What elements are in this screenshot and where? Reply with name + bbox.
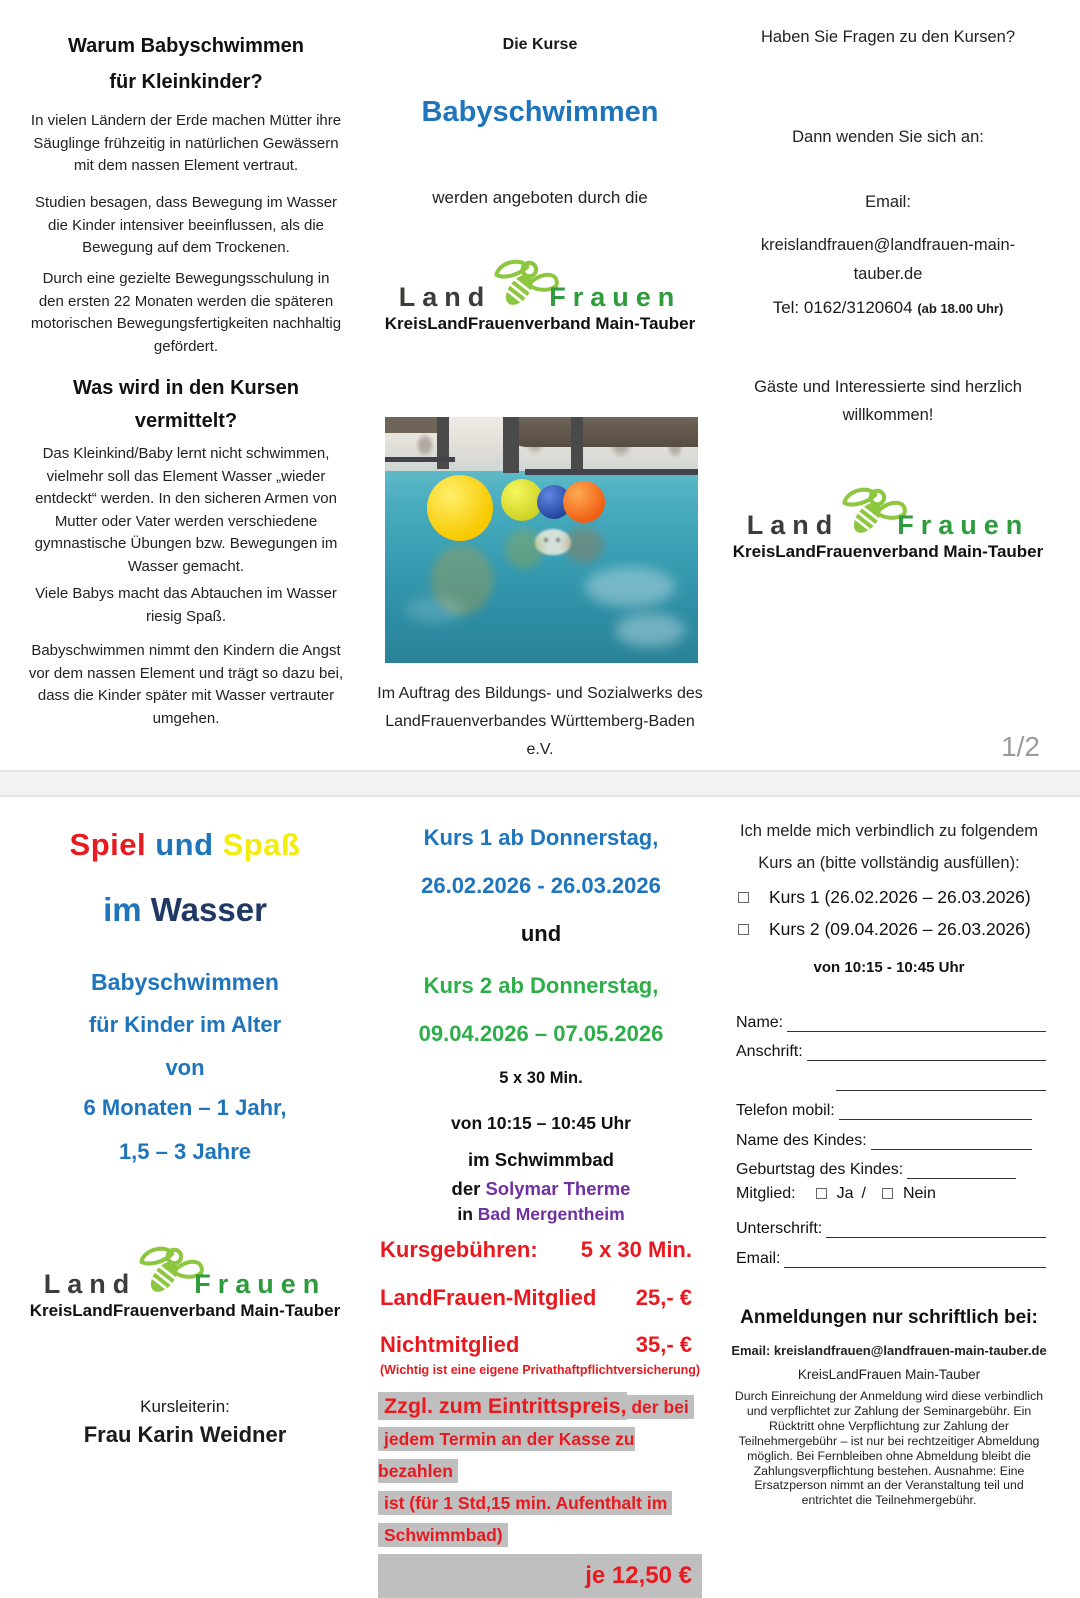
paragraph: In vielen Ländern der Erde machen Mütter ihre Säuglinge frühzeitig in natürlichen Gewässern mit dem nassen Element vertraut. (30, 112, 342, 174)
section-title-was-wird (28, 372, 344, 438)
course-leader (22, 1397, 348, 1448)
pool-prefix: der (451, 1178, 486, 1199)
lead-text: werden angeboten durch die (432, 188, 648, 207)
form-row-telefon (736, 1091, 1046, 1121)
guests-text (718, 373, 1058, 429)
field-label: Mitglied: (736, 1184, 796, 1202)
logo-subtitle: KreisLandFrauenverband Main-Tauber (732, 542, 1044, 561)
age-line: 6 Monaten – 1 Jahr, (83, 1095, 287, 1120)
field-label: Name des Kindes: (736, 1131, 867, 1149)
write-in-line (787, 1012, 1046, 1032)
write-in-line (907, 1159, 1016, 1179)
phone-line (718, 298, 1058, 318)
write-in-line (871, 1130, 1032, 1150)
entry-fee-block (378, 1391, 702, 1598)
und-text: und (520, 921, 562, 946)
logo-word-frauen: Frauen (549, 282, 682, 312)
paragraph: Babyschwimmen nimmt den Kindern die Angst vor dem nassen Element und trägt so dazu bei, dass die Kinder später mit Wasser vertrauter umgehen. (28, 642, 344, 727)
question-text: Haben Sie Fragen zu den Kursen? (760, 28, 1016, 46)
form-row-mitglied (736, 1179, 1046, 1209)
pool-line3 (376, 1204, 706, 1225)
entry-fee-text: jedem Termin an der Kasse zu bezahlen (378, 1429, 635, 1481)
title-line: für Kleinkinder? (109, 71, 263, 93)
photo-pillar (571, 417, 583, 471)
leader-name: Frau Karin Weidner (83, 1422, 287, 1447)
landfrauen-logo (22, 1237, 348, 1321)
email-address (718, 231, 1058, 289)
fee-label: LandFrauen-Mitglied (380, 1285, 597, 1310)
registration-intro-line2: Kurs an (bitte vollständig ausfüllen): (758, 854, 1020, 872)
form-row-name (736, 1002, 1046, 1032)
checkbox-nein (882, 1188, 893, 1199)
photo-pool-edge (385, 457, 455, 462)
logo-word-land: Land (43, 1269, 137, 1299)
label-nein: Nein (902, 1184, 936, 1202)
entry-fee-emphasis: Zzgl. zum Eintrittspreis, (378, 1392, 627, 1420)
write-in-line (784, 1248, 1046, 1268)
logo-subtitle: KreisLandFrauenverband Main-Tauber (384, 314, 696, 333)
logo-word-frauen: Frauen (194, 1269, 327, 1299)
ball-reflection (505, 529, 543, 569)
paragraph: Studien besagen, dass Bewegung im Wasser die Kinder intensiver beeinflussen, als die Bewegung auf dem Trockenen. (34, 194, 338, 256)
course-title: Babyschwimmen (421, 96, 659, 128)
field-label: Unterschrift: (736, 1220, 823, 1237)
checkbox-ja (816, 1188, 827, 1199)
paragraph: Durch eine gezielte Bewegungsschulung in den ersten 22 Monaten werden die späteren motorischen Bewegungsfertigkeiten nachhaltig gefördert. (30, 270, 342, 355)
photo-pillar (503, 417, 519, 473)
course-option-2 (714, 919, 1064, 940)
form-row-unterschrift (736, 1209, 1046, 1239)
form-row-kind-name (736, 1120, 1046, 1150)
leader-label: Kursleiterin: (140, 1397, 230, 1416)
fineprint-line: Rücktritt ohne Verpflichtung zur Zahlung der (769, 1418, 1009, 1433)
ball-yellow-large (427, 475, 493, 541)
form-row-email (736, 1238, 1046, 1268)
checkbox-kurs2 (738, 924, 749, 935)
entry-fee-text: der bei (627, 1395, 694, 1419)
fee-value: 25,- € (635, 1285, 692, 1310)
separator-slash: / (861, 1184, 866, 1202)
email-line: tauber.de (853, 265, 923, 283)
field-label: Geburtstag des Kindes: (736, 1161, 904, 1178)
fun-title-line1 (22, 827, 348, 863)
fee-value: 35,- € (635, 1332, 692, 1357)
fee-row-member (376, 1285, 706, 1311)
entry-fee-line (378, 1488, 702, 1520)
kurs1-title: Kurs 1 ab Donnerstag, (423, 825, 659, 850)
water-glint (615, 613, 685, 647)
title-line: vermittelt? (134, 410, 238, 432)
age-line: für Kinder im Alter (88, 1012, 282, 1037)
fee-row-nonmember (376, 1332, 706, 1358)
write-in-line (839, 1100, 1032, 1120)
write-in-line (836, 1071, 1046, 1091)
photo-ceiling-left (385, 417, 439, 433)
registration-form (736, 1002, 1046, 1268)
water-glint (405, 597, 465, 623)
kurs1-dates: 26.02.2026 - 26.03.2026 (421, 873, 661, 898)
word-und: und (155, 827, 214, 862)
email-line: kreislandfrauen@landfrauen-main- (760, 236, 1016, 254)
fee-label: Nichtmitglied (380, 1332, 520, 1357)
field-label: Email: (736, 1249, 781, 1267)
word-im: im (103, 891, 142, 928)
phone-number: Tel: 0162/3120604 (772, 298, 913, 317)
landfrauen-logo (718, 478, 1058, 562)
time-note: von 10:15 - 10:45 Uhr (813, 959, 965, 976)
age-line: Babyschwimmen (91, 969, 279, 995)
fineprint-line: Durch Einreichung der Anmeldung wird diese verbindlich (734, 1389, 1044, 1403)
fees-duration: 5 x 30 Min. (580, 1237, 692, 1262)
page-indicator: 1/2 (1001, 731, 1040, 762)
entry-fee-line (378, 1520, 702, 1552)
fineprint-line: und verpflichtet zur Zahlung der Seminargebühr. Ein (746, 1403, 1032, 1418)
pool-name: Solymar Therme (485, 1178, 631, 1199)
ball-reflection (565, 527, 603, 563)
photo-caption (375, 680, 705, 764)
age-line: von (165, 1055, 205, 1080)
form-row-geburtstag (736, 1150, 1046, 1180)
form-row-anschrift (736, 1032, 1046, 1062)
duration-text: 5 x 30 Min. (499, 1069, 583, 1087)
page2-right-column (714, 797, 1064, 1525)
word-spass: Spaß (222, 827, 301, 862)
kurs2-title: Kurs 2 ab Donnerstag, (423, 973, 659, 998)
field-label: Anschrift: (736, 1043, 803, 1060)
guests-line: willkommen! (842, 406, 934, 424)
page-2 (0, 797, 1080, 1589)
fineprint-line: Ersatzperson nimmt an der Veranstaltung teil und (754, 1478, 1024, 1493)
fineprint-line: entrichtet die Teilnehmergebühr. (801, 1493, 977, 1508)
write-in-line (826, 1218, 1046, 1238)
email-label: Email: (865, 193, 911, 211)
pool-town: Bad Mergentheim (477, 1204, 625, 1224)
paragraph: Das Kleinkind/Baby lernt nicht schwimmen, vielmehr soll das Element Wasser „wieder entdeckt“ werden. In den sicheren Armen von Mutter oder Vater werden verschiedene gymnastische Übungen bzw. Bewegungen im Wasser gemacht. (34, 445, 338, 575)
entry-fee-line (378, 1391, 702, 1424)
label-ja: Ja (836, 1184, 854, 1202)
fee-note: (Wichtig ist eine eigene Privathaftpflichtversicherung) (380, 1363, 701, 1377)
entry-fee-line (378, 1424, 702, 1488)
registration-title: Anmeldungen nur schriftlich bei: (740, 1307, 1038, 1328)
page2-left-column (22, 797, 348, 1525)
entry-fee-text: Schwimmbad) (378, 1523, 508, 1547)
entry-fee-price: je 12,50 € (378, 1554, 702, 1598)
page2-middle-column (376, 797, 706, 1589)
field-label: Telefon mobil: (736, 1102, 835, 1119)
field-label: Name: (736, 1013, 784, 1031)
fees-header-row (376, 1237, 706, 1263)
terms-fineprint (714, 1389, 1064, 1508)
fineprint-line: Teilnehmergebühr – ist nur bei rechtzeitiger Abmeldung (738, 1433, 1040, 1448)
phone-note: (ab 18.00 Uhr) (917, 301, 1004, 316)
ball-orange (563, 481, 605, 523)
logo-word-land: Land (746, 510, 840, 540)
time-text: von 10:15 – 10:45 Uhr (451, 1113, 631, 1133)
registration-org: KreisLandFrauen Main-Tauber (797, 1367, 981, 1382)
title-line: Warum Babyschwimmen (68, 35, 304, 57)
kicker-die-kurse: Die Kurse (502, 36, 578, 53)
photo-pool-edge (525, 469, 698, 475)
fineprint-line: möglich. Bei Fernbleiben ohne Abmeldung bleibt die (747, 1448, 1031, 1463)
word-wasser: Wasser (150, 891, 267, 928)
logo-subtitle: KreisLandFrauenverband Main-Tauber (29, 1301, 341, 1320)
logo-word-frauen: Frauen (897, 510, 1030, 540)
caption-line: Im Auftrag des Bildungs- und Sozialwerks des (377, 685, 703, 702)
word-spiel: Spiel (69, 827, 147, 862)
water-glint (585, 567, 675, 607)
landfrauen-logo (375, 250, 705, 334)
fun-title-line2 (22, 891, 348, 929)
kurs2-dates: 09.04.2026 – 07.05.2026 (418, 1021, 664, 1046)
fees-label: Kursgebühren: (380, 1237, 538, 1262)
fineprint-line: Zahlungsverpflichtung bestehen. Ausnahme: Eine (753, 1463, 1025, 1478)
paragraph: Viele Babys macht das Abtauchen im Wasser riesig Spaß. (35, 585, 337, 625)
title-line: Was wird in den Kursen (73, 377, 299, 399)
photo-ceiling (508, 417, 698, 447)
checkbox-kurs1 (738, 892, 749, 903)
option-label: Kurs 2 (09.04.2026 – 26.03.2026) (769, 919, 1031, 939)
section-title-warum (28, 28, 344, 100)
contact-text: Dann wenden Sie sich an: (792, 128, 984, 146)
caption-line: LandFrauenverbandes Württemberg-Baden e.V. (385, 713, 695, 758)
course-option-1 (714, 887, 1064, 908)
registration-email: Email: kreislandfrauen@landfrauen-main-tauber.de (731, 1343, 1047, 1358)
write-in-line (807, 1041, 1046, 1061)
registration-intro-line1: Ich melde mich verbindlich zu folgendem (739, 822, 1039, 840)
pool-line1: im Schwimmbad (468, 1149, 614, 1170)
guests-line: Gäste und Interessierte sind herzlich (754, 378, 1022, 396)
pool-photo (385, 417, 698, 663)
form-row-anschrift2 (736, 1061, 1046, 1091)
age-line: 1,5 – 3 Jahre (118, 1139, 252, 1164)
pool-line2 (376, 1178, 706, 1200)
option-label: Kurs 1 (26.02.2026 – 26.03.2026) (769, 887, 1031, 907)
entry-fee-text: ist (für 1 Std,15 min. Aufenthalt im (378, 1491, 672, 1515)
page-divider (0, 770, 1080, 797)
logo-word-land: Land (398, 282, 492, 312)
pool-prefix: in (457, 1204, 478, 1224)
